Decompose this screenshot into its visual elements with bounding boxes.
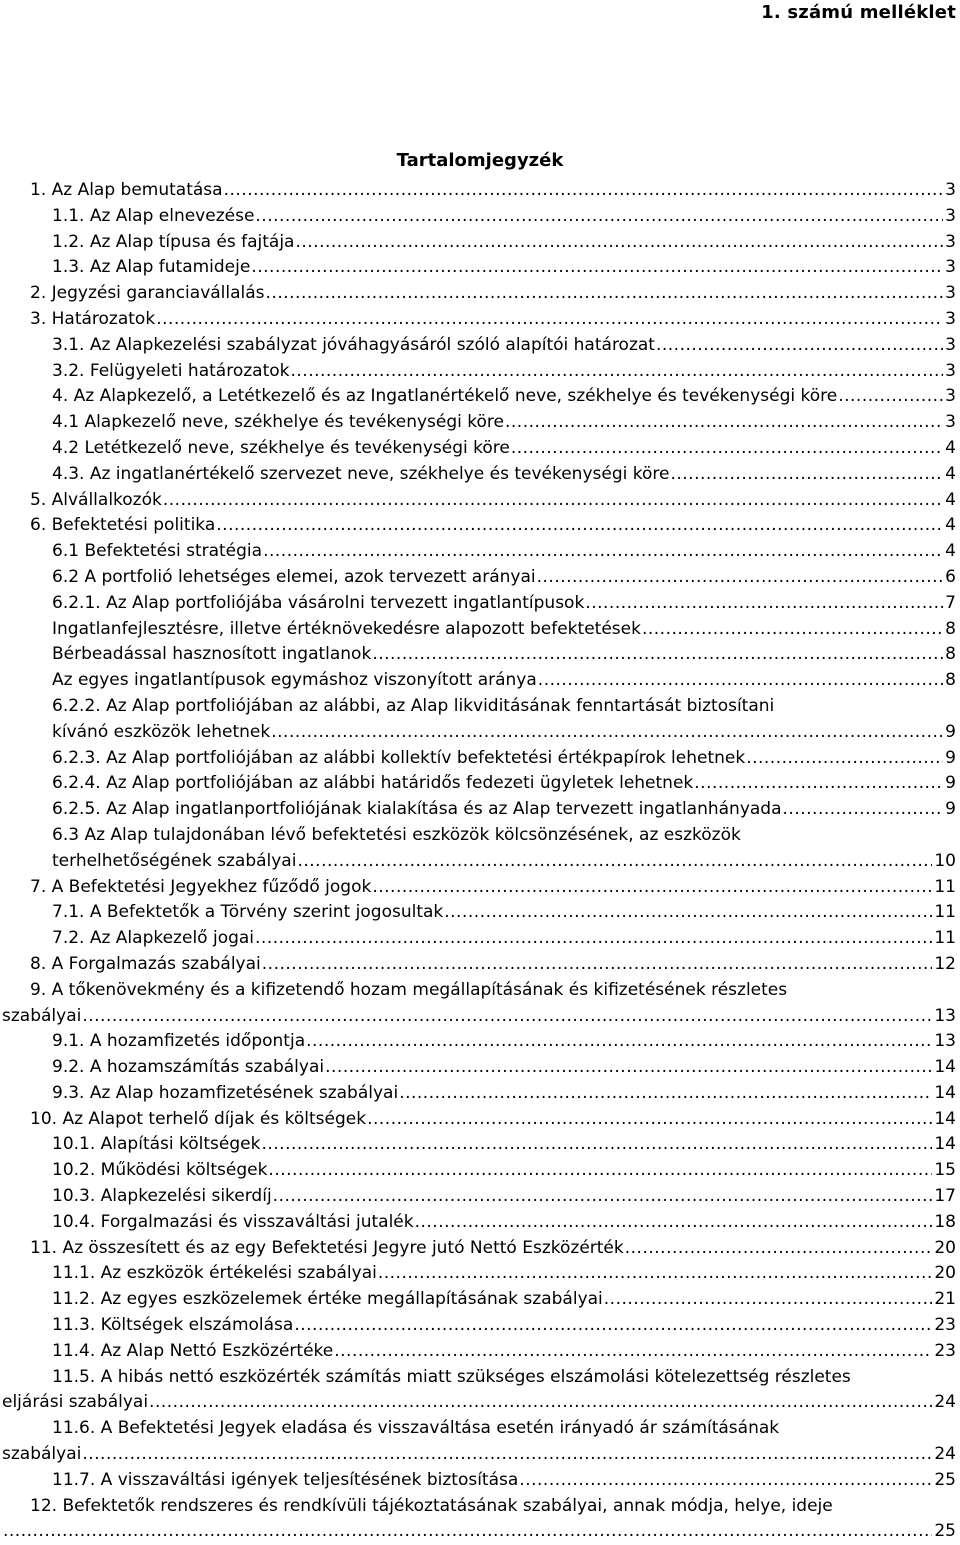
toc-dot-leader [694,771,943,797]
toc-entry[interactable] [0,952,960,978]
toc-dot-leader [538,668,943,694]
toc-entry-title: 1.2. Az Alap típusa és fajtája [52,231,295,252]
toc-page-number: 4 [945,437,956,458]
toc-entry-title: Ingatlanfejlesztésre, illetve értéknövekedésre alapozott befektetések [52,618,641,639]
toc-dot-leader [746,746,943,772]
toc-dot-leader [271,720,943,746]
toc-entry-title: 3.1. Az Alapkezelési szabályzat jóváhagyásáról szóló alapítói határozat [52,334,655,355]
toc-dot-leader [216,513,943,539]
toc-entry[interactable] [0,513,960,539]
toc-entry-title: 9.1. A hozamfizetés időpontja [52,1031,306,1052]
toc-entry[interactable] [0,1261,960,1287]
table-of-contents [0,178,960,1545]
toc-entry[interactable] [0,978,960,1030]
toc-page-number: 9 [945,747,956,768]
toc-dot-leader [604,1287,933,1313]
toc-entry[interactable] [0,281,960,307]
toc-entry[interactable] [0,1287,960,1313]
toc-entry[interactable] [0,436,960,462]
toc-page-number: 20 [934,1237,956,1258]
toc-page-number: 11 [934,902,956,923]
toc-entry[interactable] [0,823,960,875]
toc-entry-title: 6.2.5. Az Alap ingatlanportfoliójának kialakítása és az Alap tervezett ingatlanhányada [52,799,782,820]
toc-entry-title: 1.1. Az Alap elnevezése [52,205,255,226]
toc-dot-leader [263,539,943,565]
toc-entry-title: 11.2. Az egyes eszközelemek értéke megállapításának szabályai [52,1289,603,1310]
toc-entry[interactable] [0,1468,960,1494]
toc-entry[interactable] [0,694,960,746]
toc-page-number: 14 [934,1108,956,1129]
toc-dot-leader [290,359,943,385]
toc-entry[interactable] [0,333,960,359]
toc-page-number: 3 [945,257,956,278]
toc-entry-title: 9.3. Az Alap hozamfizetésének szabályai [52,1082,399,1103]
toc-entry-title: 4. Az Alapkezelő, a Letétkezelő és az Ingatlanértékelő neve, székhelye és tevékenységi köre [52,386,838,407]
toc-dot-leader [444,900,932,926]
toc-entry[interactable] [0,797,960,823]
toc-entry[interactable] [0,539,960,565]
toc-dot-leader [585,591,943,617]
toc-dot-leader [294,1313,932,1339]
toc-dot-leader [3,1519,932,1545]
toc-entry[interactable] [0,1313,960,1339]
toc-entry-title: kívánó eszközök lehetnek [52,721,271,742]
toc-page-number: 14 [934,1057,956,1078]
toc-dot-leader [519,1468,932,1494]
toc-entry[interactable] [0,1184,960,1210]
toc-page-number: 8 [945,644,956,665]
toc-page-number: 3 [945,283,956,304]
toc-entry[interactable] [0,1029,960,1055]
toc-entry-title: 10.3. Alapkezelési sikerdíj [52,1186,272,1207]
toc-entry-title: 6.2 A portfolió lehetséges elemei, azok tervezett arányai [52,566,536,587]
toc-entry-title: terhelhetőségének szabályai [52,850,297,871]
toc-entry[interactable] [0,359,960,385]
toc-dot-leader [511,436,943,462]
toc-entry-title: 9. A tőkenövekmény és a kifizetendő hozam megállapításának és kifizetésének részletes [30,979,788,1000]
toc-page-number: 20 [934,1263,956,1284]
toc-entry[interactable] [0,204,960,230]
toc-entry[interactable] [0,591,960,617]
toc-dot-leader [325,1055,932,1081]
toc-page-number: 4 [945,489,956,510]
toc-dot-leader [670,462,943,488]
toc-entry[interactable] [0,178,960,204]
toc-page-number: 13 [934,1031,956,1052]
toc-entry-title: 9.2. A hozamszámítás szabályai [52,1057,325,1078]
toc-page-number: 9 [945,799,956,820]
toc-entry[interactable] [0,462,960,488]
toc-page-number: 23 [934,1315,956,1336]
toc-entry[interactable] [0,1416,960,1468]
toc-page-number: 10 [934,850,956,871]
toc-entry[interactable] [0,771,960,797]
toc-entry[interactable] [0,1081,960,1107]
toc-entry-title: 4.2 Letétkezelő neve, székhelye és tevékenységi köre [52,437,510,458]
toc-dot-leader [783,797,944,823]
toc-entry-title: 8. A Forgalmazás szabályai [30,953,261,974]
toc-entry-title: 6.2.4. Az Alap portfoliójában az alábbi határidős fedezeti ügyletek lehetnek [52,773,694,794]
toc-dot-leader [399,1081,932,1107]
toc-page-number: 14 [934,1134,956,1155]
toc-entry[interactable] [0,1236,960,1262]
toc-entry[interactable] [0,617,960,643]
toc-entry[interactable] [0,488,960,514]
toc-entry-title: 11. Az összesített és az egy Befektetési Jegyre jutó Nettó Eszközérték [30,1237,624,1258]
toc-entry-title: 2. Jegyzési garanciavállalás [30,283,265,304]
toc-entry-title: 10.1. Alapítási költségek [52,1134,261,1155]
toc-dot-leader [251,255,943,281]
toc-entry[interactable] [0,1365,960,1417]
toc-entry-title: 4.1 Alapkezelő neve, székhelye és tevékenységi köre [52,412,504,433]
toc-entry[interactable] [0,1210,960,1236]
toc-entry-title: 3. Határozatok [30,308,156,329]
toc-page-number: 24 [934,1392,956,1413]
toc-dot-leader [268,1158,932,1184]
toc-dot-leader [273,1184,933,1210]
toc-page-number: 13 [934,1005,956,1026]
toc-entry-title: 6.1 Befektetési stratégia [52,541,263,562]
toc-page-number: 9 [945,721,956,742]
toc-title: Tartalomjegyzék [396,150,564,171]
toc-entry-title: 6. Befektetési politika [30,515,216,536]
toc-dot-leader [156,307,943,333]
toc-entry[interactable] [0,230,960,256]
toc-dot-leader [306,1029,932,1055]
toc-page-number: 3 [945,231,956,252]
toc-page-number: 3 [945,205,956,226]
toc-dot-leader [82,1004,932,1030]
toc-entry[interactable] [0,1055,960,1081]
toc-dot-leader [149,1390,932,1416]
toc-page-number: 12 [934,953,956,974]
toc-entry-title: 11.4. Az Alap Nettó Eszközértéke [52,1340,334,1361]
toc-entry-title: Az egyes ingatlantípusok egymáshoz viszonyított aránya [52,670,537,691]
toc-page-number: 15 [934,1160,956,1181]
toc-entry-title: 7.1. A Befektetők a Törvény szerint jogosultak [52,902,444,923]
toc-dot-leader [255,204,943,230]
annex-label: 1. számú melléklet [761,2,956,23]
toc-entry-title: 7. A Befektetési Jegyekhez fűződő jogok [30,876,372,897]
toc-entry-title: 1.3. Az Alap futamideje [52,257,251,278]
toc-page-number: 21 [934,1289,956,1310]
toc-page-number: 24 [934,1444,956,1465]
toc-page-number: 8 [945,670,956,691]
toc-entry[interactable] [0,642,960,668]
toc-entry-title: 11.7. A visszaváltási igények teljesítésének biztosítása [52,1469,519,1490]
toc-page-number: 3 [945,308,956,329]
toc-entry-title: 4.3. Az ingatlanértékelő szervezet neve, székhelye és tevékenységi köre [52,463,670,484]
toc-dot-leader [372,642,943,668]
toc-entry-title: 5. Alvállalkozók [30,489,162,510]
toc-dot-leader [372,875,932,901]
toc-entry[interactable] [0,926,960,952]
toc-entry[interactable] [0,384,960,410]
toc-dot-leader [505,410,943,436]
toc-page-number: 3 [945,180,956,200]
toc-page-number: 4 [945,463,956,484]
toc-entry-title: 6.3 Az Alap tulajdonában lévő befektetési eszközök kölcsönzésének, az eszközök [52,824,741,845]
toc-entry-title: 11.5. A hibás nettó eszközérték számítás miatt szükséges elszámolási kötelezettség részletes [52,1366,851,1387]
toc-entry-title: 10.4. Forgalmazási és visszaváltási jutalék [52,1211,414,1232]
toc-dot-leader [537,565,944,591]
toc-dot-leader [262,952,933,978]
toc-entry-title: Bérbeadással hasznosított ingatlanok [52,644,372,665]
toc-entry[interactable] [0,668,960,694]
toc-entry[interactable] [0,410,960,436]
toc-entry-title: 3.2. Felügyeleti határozatok [52,360,290,381]
toc-entry-title: 11.1. Az eszközök értékelési szabályai [52,1263,377,1284]
toc-page-number: 18 [934,1211,956,1232]
toc-page-number: 23 [934,1340,956,1361]
toc-entry[interactable] [0,1339,960,1365]
toc-page-number: 3 [945,334,956,355]
toc-entry-title: 10. Az Alapot terhelő díjak és költségek [30,1108,367,1129]
toc-entry[interactable] [0,1132,960,1158]
toc-page-number: 3 [945,360,956,381]
toc-dot-leader [378,1261,933,1287]
toc-page-number: 4 [945,541,956,562]
toc-entry[interactable] [0,875,960,901]
toc-entry[interactable] [0,1107,960,1133]
toc-entry-title: 6.2.3. Az Alap portfoliójában az alábbi kollektív befektetési értékpapírok lehetnek [52,747,746,768]
toc-dot-leader [415,1210,933,1236]
toc-page-number: 11 [934,928,956,949]
toc-dot-leader [656,333,943,359]
toc-dot-leader [261,1132,932,1158]
toc-entry-title: 7.2. Az Alapkezelő jogai [52,928,255,949]
toc-entry[interactable] [0,255,960,281]
toc-page-number: 17 [934,1186,956,1207]
toc-page-number: 9 [945,773,956,794]
toc-page-number: 4 [945,515,956,536]
toc-entry[interactable] [0,900,960,926]
toc-entry-title: 12. Befektetők rendszeres és rendkívüli tájékoztatásának szabályai, annak módja, helye, ideje [30,1495,833,1516]
toc-entry[interactable] [0,307,960,333]
toc-entry-title: 1. Az Alap bemutatása [30,180,223,200]
toc-page-number: 11 [934,876,956,897]
toc-dot-leader [266,281,944,307]
toc-entry-title: eljárási szabályai [2,1392,149,1413]
toc-dot-leader [367,1107,932,1133]
toc-entry[interactable] [0,1494,960,1545]
toc-entry-title: 11.6. A Befektetési Jegyek eladása és visszaváltása esetén irányadó ár számításának [52,1418,780,1439]
toc-entry-title: 11.3. Költségek elszámolása [52,1315,294,1336]
toc-dot-leader [838,384,943,410]
toc-page-number: 6 [945,566,956,587]
toc-entry-title: szabályai [2,1005,82,1026]
toc-page-number: 7 [945,592,956,613]
toc-page-number: 25 [934,1521,956,1542]
toc-dot-leader [334,1339,932,1365]
toc-page-number: 8 [945,618,956,639]
toc-dot-leader [625,1236,933,1262]
toc-page-number: 3 [945,412,956,433]
toc-dot-leader [255,926,932,952]
toc-entry[interactable] [0,746,960,772]
toc-page-number: 25 [934,1469,956,1490]
toc-page-number: 3 [945,386,956,407]
toc-dot-leader [224,178,944,204]
toc-entry-title: 10.2. Működési költségek [52,1160,268,1181]
toc-page-number: 14 [934,1082,956,1103]
toc-entry-title: 6.2.1. Az Alap portfoliójába vásárolni tervezett ingatlantípusok [52,592,585,613]
toc-entry-title: 6.2.2. Az Alap portfoliójában az alábbi, az Alap likviditásának fenntartását biztosítani [52,695,775,716]
toc-dot-leader [297,849,932,875]
toc-dot-leader [82,1442,932,1468]
toc-entry[interactable] [0,1158,960,1184]
toc-entry[interactable] [0,565,960,591]
toc-dot-leader [642,617,943,643]
toc-dot-leader [295,230,943,256]
toc-entry-title: szabályai [2,1444,82,1465]
toc-dot-leader [163,488,943,514]
